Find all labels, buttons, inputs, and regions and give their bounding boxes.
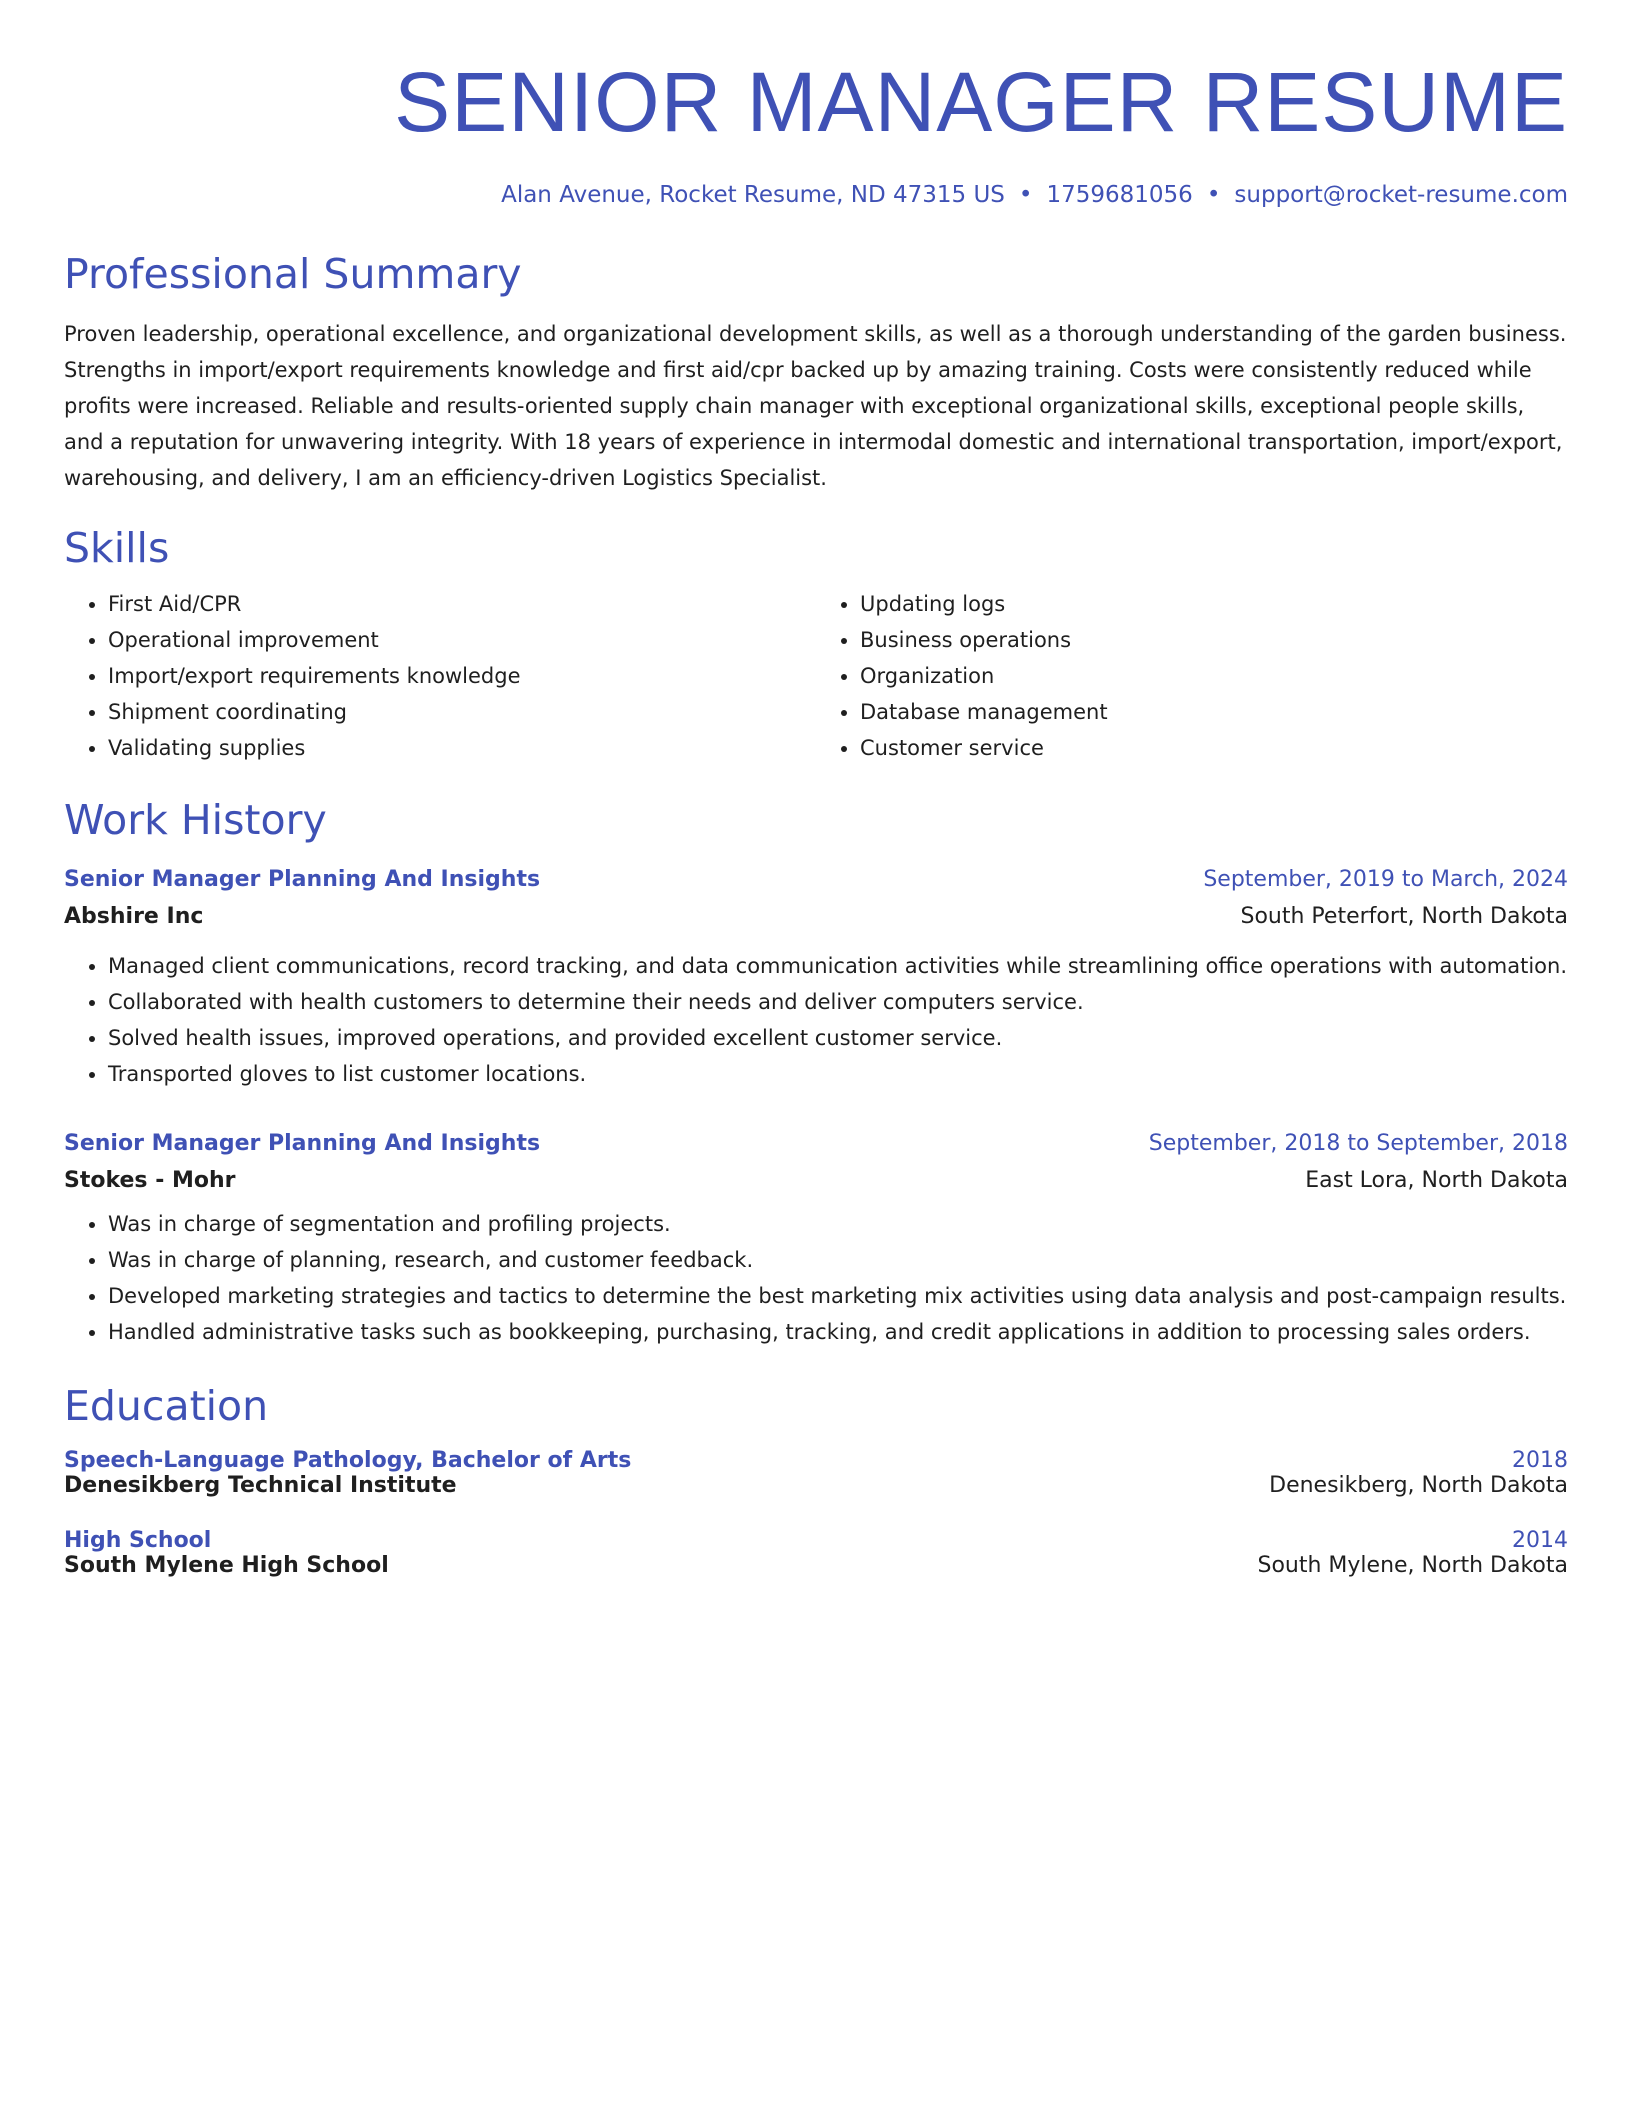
job-bullets <box>64 948 1568 1092</box>
job-bullets <box>64 1206 1568 1350</box>
job-location: South Peterfort, North Dakota <box>1240 904 1568 929</box>
job-dates: September, 2018 to September, 2018 <box>1148 1131 1568 1156</box>
education-location: Denesikberg, North Dakota <box>1269 1473 1568 1498</box>
skill-item: • Database management <box>860 694 1568 730</box>
contact-line <box>64 178 1568 212</box>
education-school: Denesikberg Technical Institute <box>64 1473 457 1498</box>
education-degree: High School <box>64 1528 212 1553</box>
skill-item: • Shipment coordinating <box>108 694 816 730</box>
job-bullet: • Solved health issues, improved operations, and provided excellent customer service. <box>108 1020 1568 1056</box>
skills-heading: Skills <box>64 524 170 572</box>
contact-phone: 1759681056 <box>1046 182 1193 208</box>
skill-item: • Business operations <box>860 622 1568 658</box>
contact-separator: • <box>1206 182 1221 208</box>
contact-separator: • <box>1018 182 1033 208</box>
education-heading: Education <box>64 1382 269 1430</box>
job-entry <box>64 1126 1568 1350</box>
summary-text: Proven leadership, operational excellence, and organizational development skills, as well as a thorough understanding of the garden business. Strengths in import/export requirements knowledge and first aid/cpr backed up by amazing training. Costs were consistently reduced while profits were increased. Reliable and results-oriented supply chain manager with exceptional organizational skills, exceptional people skills, and a reputation for unwavering integrity. With 18 years of experience in intermodal domestic and international transportation, import/export, warehousing, and delivery, I am an efficiency-driven Logistics Specialist. <box>64 322 1567 490</box>
job-bullet: • Transported gloves to list customer locations. <box>108 1056 1568 1092</box>
education-degree: Speech-Language Pathology, Bachelor of Arts <box>64 1448 632 1473</box>
job-bullet: • Was in charge of segmentation and profiling projects. <box>108 1206 1568 1242</box>
skill-item: • Validating supplies <box>108 730 816 766</box>
skills-column-left <box>64 586 816 766</box>
skill-item: • Organization <box>860 658 1568 694</box>
skill-item: • Operational improvement <box>108 622 816 658</box>
job-company: Abshire Inc <box>64 904 204 929</box>
skill-item: • First Aid/CPR <box>108 586 816 622</box>
job-bullet: • Developed marketing strategies and tactics to determine the best marketing mix activities using data analysis and post-campaign results. <box>108 1278 1568 1314</box>
job-dates: September, 2019 to March, 2024 <box>1203 867 1568 892</box>
skill-item: • Customer service <box>860 730 1568 766</box>
job-bullet: • Collaborated with health customers to determine their needs and deliver computers service. <box>108 984 1568 1020</box>
job-bullet: • Managed client communications, record tracking, and data communication activities while streamlining office operations with automation. <box>108 948 1568 984</box>
contact-email: support@rocket-resume.com <box>1234 182 1568 208</box>
job-bullet: • Was in charge of planning, research, and customer feedback. <box>108 1242 1568 1278</box>
summary-heading: Professional Summary <box>64 250 522 298</box>
education-entry <box>64 1448 1568 1498</box>
education-year: 2014 <box>1512 1528 1568 1553</box>
work-history-heading: Work History <box>64 796 327 844</box>
job-entry <box>64 862 1568 1092</box>
education-year: 2018 <box>1512 1448 1568 1473</box>
resume-title: SENIOR MANAGER RESUME <box>394 55 1568 149</box>
skill-item: • Updating logs <box>860 586 1568 622</box>
contact-address: Alan Avenue, Rocket Resume, ND 47315 US <box>501 182 1005 208</box>
job-title: Senior Manager Planning And Insights <box>64 867 541 892</box>
job-bullet: • Handled administrative tasks such as bookkeeping, purchasing, tracking, and credit applications in addition to processing sales orders. <box>108 1314 1568 1350</box>
education-school: South Mylene High School <box>64 1553 389 1578</box>
job-location: East Lora, North Dakota <box>1305 1168 1568 1193</box>
job-company: Stokes - Mohr <box>64 1168 236 1193</box>
skills-column-right <box>816 586 1568 766</box>
skill-item: • Import/export requirements knowledge <box>108 658 816 694</box>
education-entry <box>64 1528 1568 1578</box>
skills-list <box>64 586 1568 766</box>
job-title: Senior Manager Planning And Insights <box>64 1131 541 1156</box>
education-location: South Mylene, North Dakota <box>1257 1553 1568 1578</box>
